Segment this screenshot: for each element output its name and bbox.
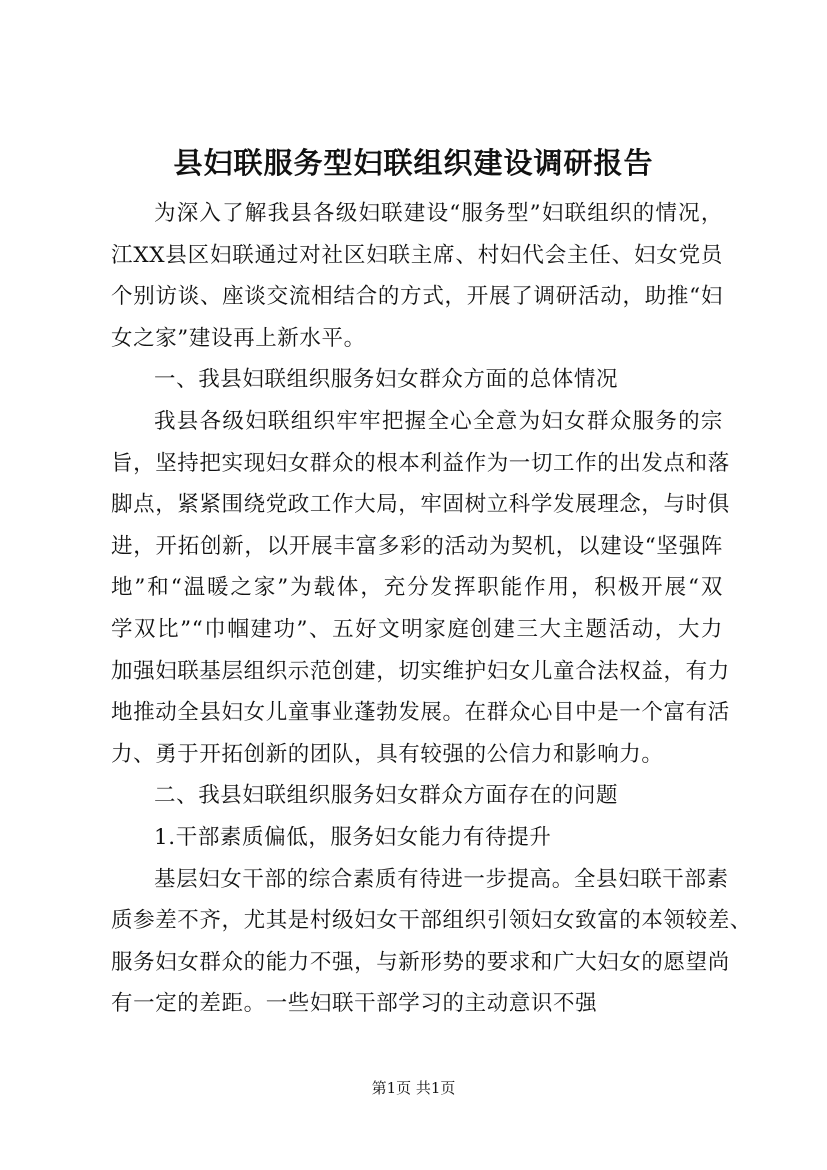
section-heading: 1.干部素质偏低，服务妇女能力有待提升	[154, 824, 552, 850]
paragraph-line: 脚点，紧紧围绕党政工作大局，牢固树立科学发展理念，与时俱	[111, 492, 730, 518]
body-paragraph	[111, 859, 752, 1025]
paragraph-line: 个别访谈、座谈交流相结合的方式，开展了调研活动，助推“妇	[111, 284, 723, 310]
paragraph-line: 服务妇女群众的能力不强，与新形势的要求和广大妇女的愿望尚	[111, 949, 730, 975]
page-footer: 第1页 共1页	[371, 1079, 456, 1097]
paragraph-line: 旨，坚持把实现妇女群众的根本利益作为一切工作的出发点和落	[111, 450, 730, 476]
paragraph-line: 我县各级妇联组织牢牢把握全心全意为妇女群众服务的宗	[154, 408, 723, 434]
body-paragraph	[111, 193, 723, 359]
paragraph-line: 地”和“温暖之家”为载体，充分发挥职能作用，积极开展“双	[111, 575, 723, 601]
section-heading: 二、我县妇联组织服务妇女群众方面存在的问题	[154, 783, 619, 809]
paragraph-line: 为深入了解我县各级妇联建设“服务型”妇联组织的情况，	[154, 201, 723, 226]
document-title: 县妇联服务型妇联组织建设调研报告	[173, 146, 654, 180]
document-body	[111, 193, 752, 1025]
paragraph-line: 江XX县区妇联通过对社区妇联主席、村妇代会主任、妇女党员	[111, 242, 723, 268]
paragraph-line: 质参差不齐，尤其是村级妇女干部组织引领妇女致富的本领较差、	[111, 908, 752, 934]
paragraph-line: 女之家”建设再上新水平。	[111, 325, 366, 351]
paragraph-line: 加强妇联基层组织示范创建，切实维护妇女儿童合法权益，有力	[111, 658, 730, 684]
paragraph-line: 有一定的差距。一些妇联干部学习的主动意识不强	[111, 991, 598, 1017]
paragraph-line: 进，开拓创新，以开展丰富多彩的活动为契机，以建设“坚强阵	[111, 533, 723, 559]
body-paragraph	[111, 401, 730, 775]
section-heading: 一、我县妇联组织服务妇女群众方面的总体情况	[154, 367, 619, 393]
paragraph-line: 力、勇于开拓创新的团队，具有较强的公信力和影响力。	[111, 741, 664, 767]
paragraph-line: 地推动全县妇女儿童事业蓬勃发展。在群众心目中是一个富有活	[111, 700, 730, 726]
paragraph-line: 学双比”“巾帼建功”、五好文明家庭创建三大主题活动，大力	[111, 616, 723, 642]
paragraph-line: 基层妇女干部的综合素质有待进一步提高。全县妇联干部素	[154, 866, 729, 892]
